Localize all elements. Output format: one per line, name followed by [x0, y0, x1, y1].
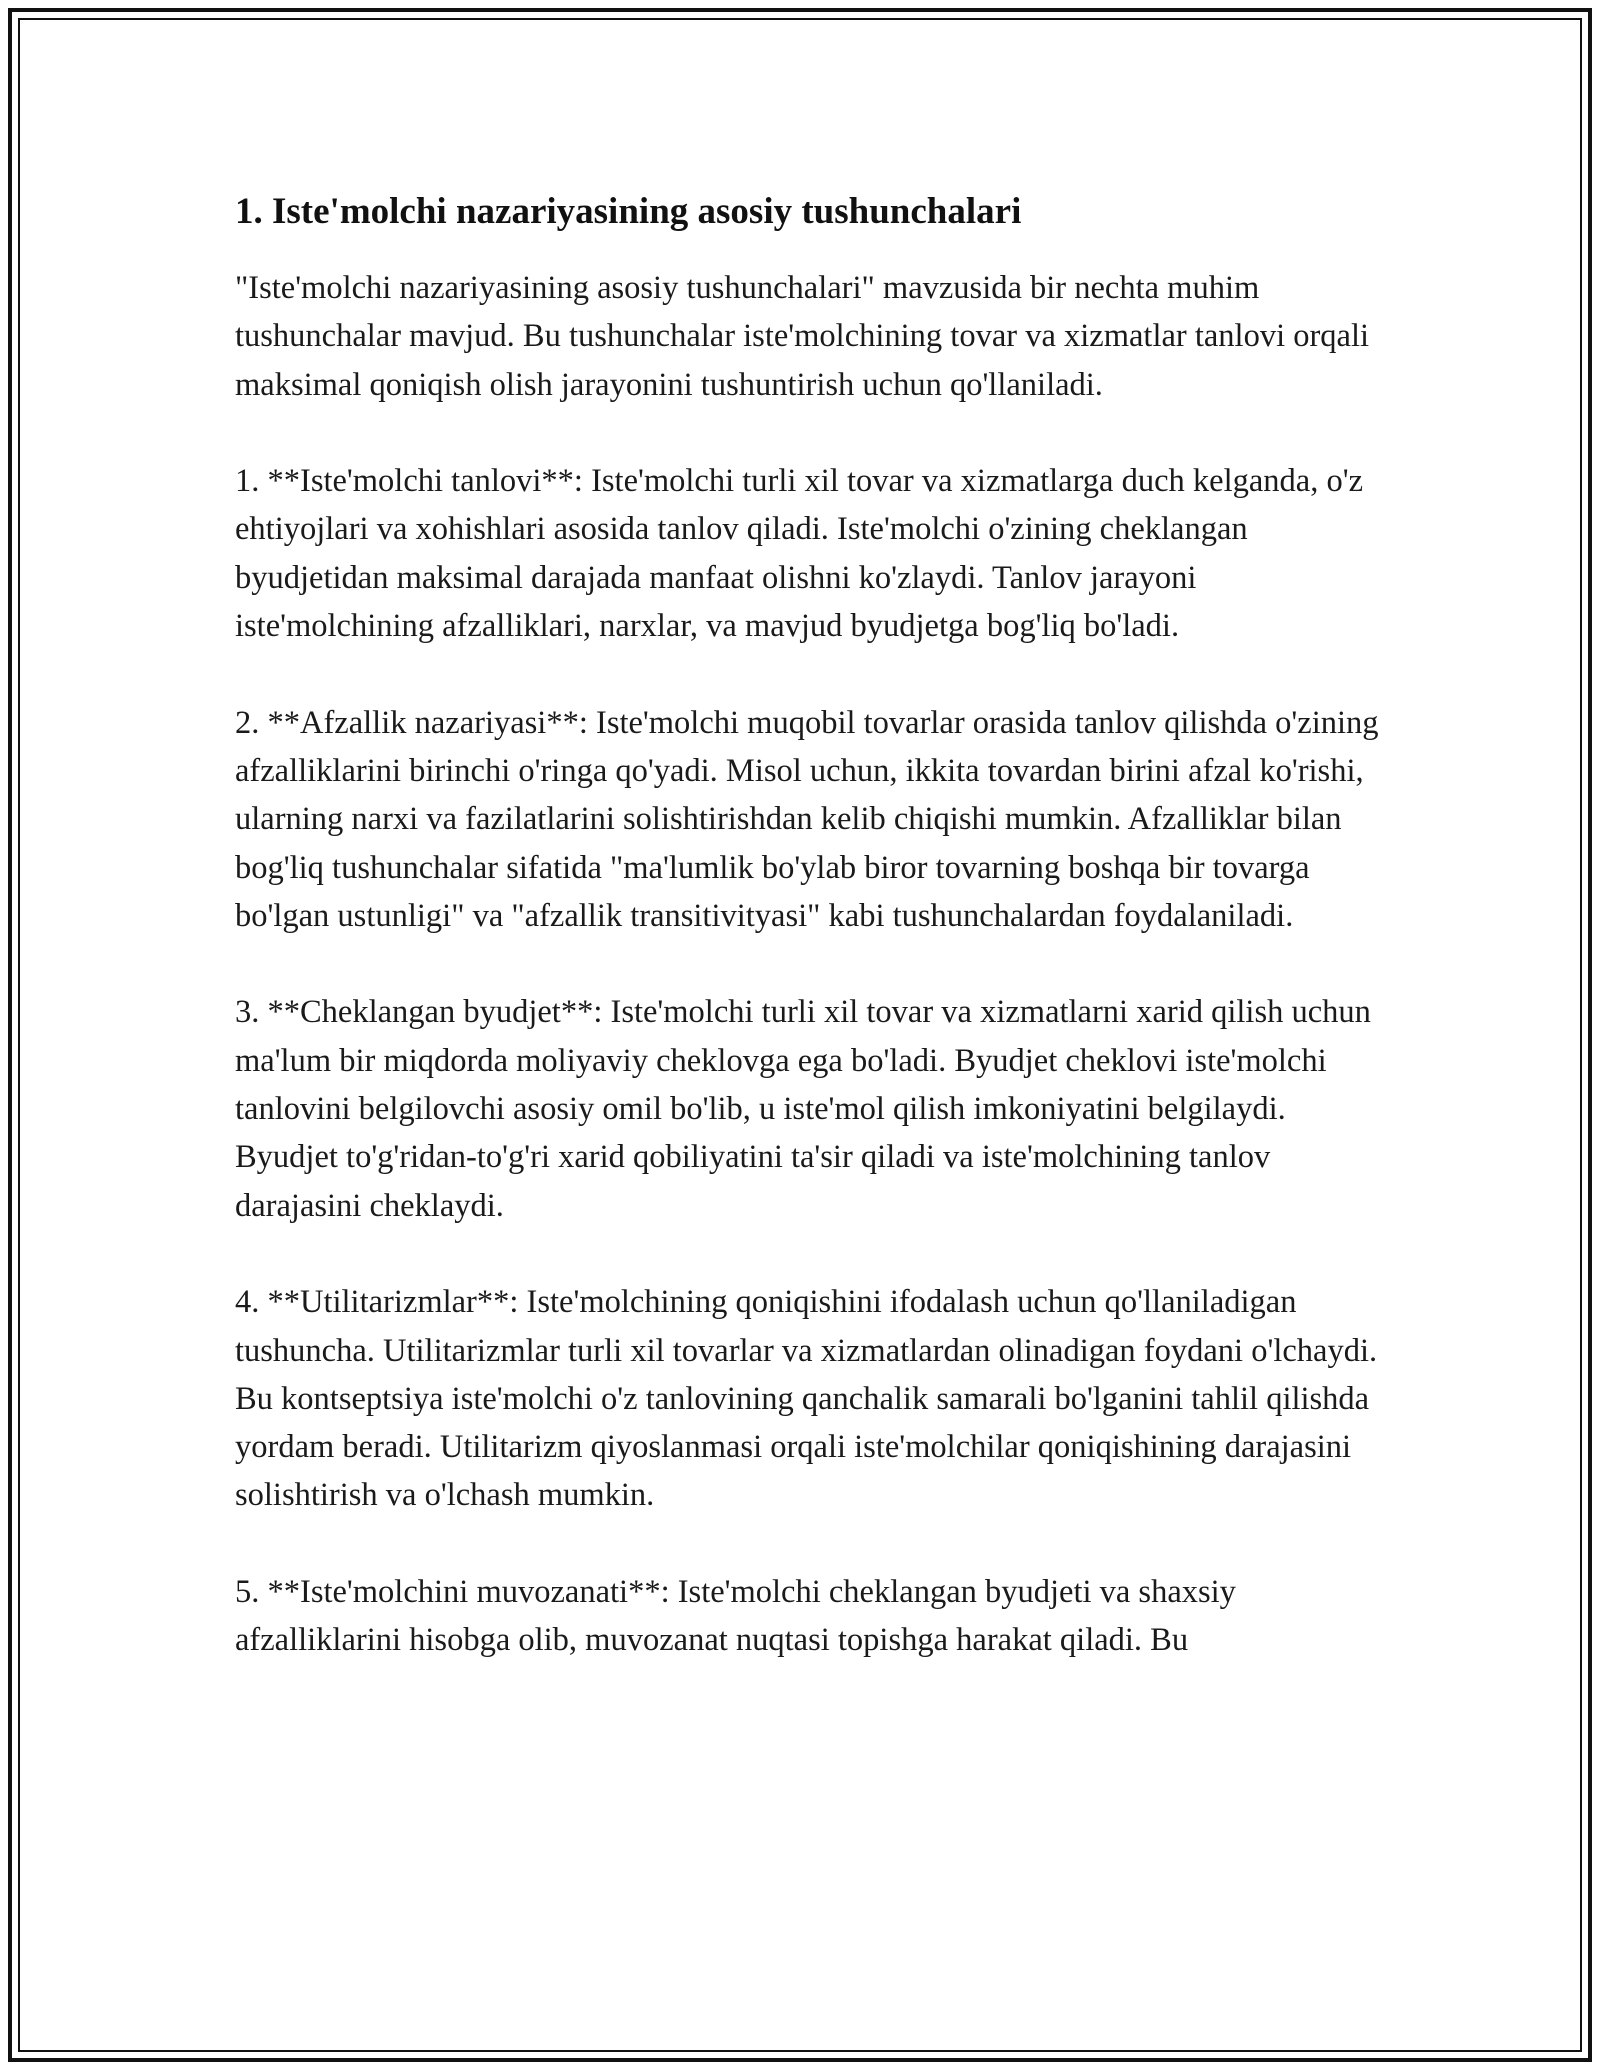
intro-paragraph: "Iste'molchi nazariyasining asosiy tushunchalari" mavzusida bir nechta muhim tushunchalar mavjud. Bu tushunchalar iste'molchining tovar va xizmatlar tanlovi orqali maksimal qoniqish olish jarayonini tushuntirish uchun qo'llaniladi. [235, 270, 1370, 403]
paragraph-consumer-equilibrium: 5. **Iste'molchini muvozanati**: Iste'molchi cheklangan byudjeti va shaxsiy afzalliklarini hisobga olib, muvozanat nuqtasi topishga harakat qiladi. Bu [235, 1574, 1236, 1659]
paragraph-consumer-choice: 1. **Iste'molchi tanlovi**: Iste'molchi turli xil tovar va xizmatlarga duch kelganda, o'z ehtiyojlari va xohishlari asosida tanlov qiladi. Iste'molchi o'zining cheklangan byudjetidan maksimal darajada manfaat olishni ko'zlaydi. Tanlov jarayoni iste'molchining afzalliklari, narxlar, va mavjud byudjetga bog'liq bo'ladi. [235, 463, 1363, 645]
section-heading: 1. Iste'molchi nazariyasining asosiy tushunchalari [235, 191, 1022, 232]
document-body [235, 188, 1385, 1665]
paragraph-utility: 4. **Utilitarizmlar**: Iste'molchining qoniqishini ifodalash uchun qo'llaniladigan tushuncha. Utilitarizmlar turli xil tovarlar va xizmatlardan olinadigan foydani o'lchaydi. Bu kontseptsiya iste'molchi o'z tanlovining qanchalik samarali bo'lganini tahlil qilishda yordam beradi. Utilitarizm qiyoslanmasi orqali iste'molchilar qoniqishining darajasini solishtirish va o'lchash mumkin. [235, 1284, 1378, 1514]
paragraph-budget-constraint: 3. **Cheklangan byudjet**: Iste'molchi turli xil tovar va xizmatlarni xarid qilish uchun ma'lum bir miqdorda moliyaviy cheklovga ega bo'ladi. Byudjet cheklovi iste'molchi tanlovini belgilovchi asosiy omil bo'lib, u iste'mol qilish imkoniyatini belgilaydi. Byudjet to'g'ridan-to'g'ri xarid qobiliyatini ta'sir qiladi va iste'molchining tanlov darajasini cheklaydi. [235, 994, 1371, 1224]
paragraph-preference-theory: 2. **Afzallik nazariyasi**: Iste'molchi muqobil tovarlar orasida tanlov qilishda o'zining afzalliklarini birinchi o'ringa qo'yadi. Misol uchun, ikkita tovardan birini afzal ko'rishi, ularning narxi va fazilatlarini solishtirishdan kelib chiqishi mumkin. Afzalliklar bilan bog'liq tushunchalar sifatida "ma'lumlik bo'ylab biror tovarning boshqa bir tovarga bo'lgan ustunligi" va "afzallik transitivityasi" kabi tushunchalardan foydalaniladi. [235, 704, 1379, 934]
